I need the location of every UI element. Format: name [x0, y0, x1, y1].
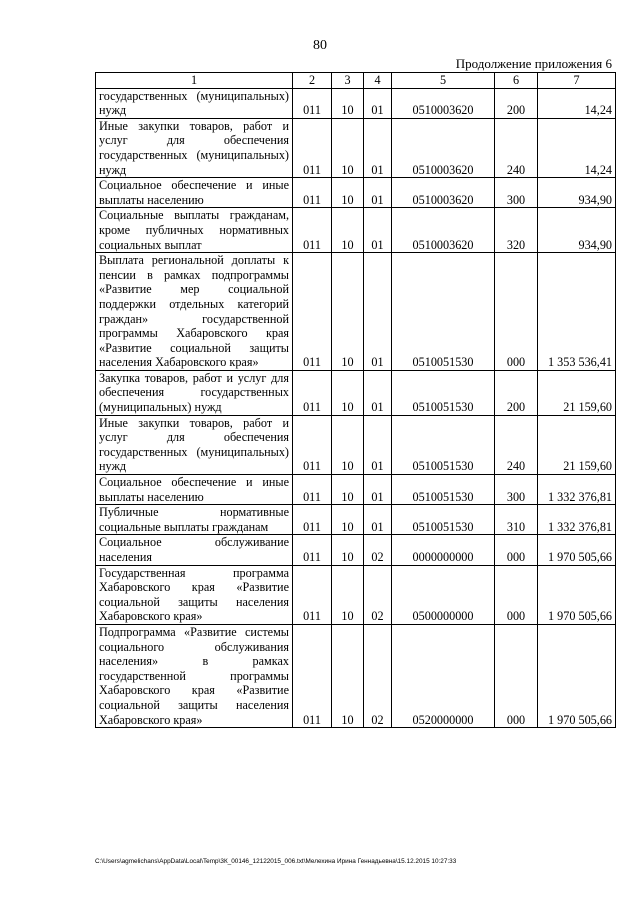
row-name: государственных (муниципальных) нужд — [96, 88, 293, 118]
row-name: Подпрограмма «Развитие системы социального обслуживания населения» в рамках государственной программы Хабаровского края «Развитие социальной защиты населения Хабаровского края» — [96, 624, 293, 727]
row-expense-type: 200 — [495, 88, 538, 118]
row-section: 10 — [332, 178, 364, 208]
row-subsection: 01 — [364, 178, 392, 208]
row-subsection: 01 — [364, 208, 392, 253]
row-name: Иные закупки товаров, работ и услуг для обеспечения государственных (муниципальных) нужд — [96, 118, 293, 177]
row-name: Закупка товаров, работ и услуг для обеспечения государственных (муниципальных) нужд — [96, 370, 293, 415]
row-subsection: 01 — [364, 505, 392, 535]
row-target-article: 0510003620 — [392, 208, 495, 253]
header-col-6: 6 — [495, 73, 538, 89]
row-admin-code: 011 — [293, 535, 332, 565]
row-admin-code: 011 — [293, 118, 332, 177]
table-row — [96, 415, 616, 474]
row-amount: 21 159,60 — [538, 370, 616, 415]
row-admin-code: 011 — [293, 253, 332, 371]
row-amount: 934,90 — [538, 178, 616, 208]
row-name: Социальные выплаты гражданам, кроме публичных нормативных социальных выплат — [96, 208, 293, 253]
page-number: 80 — [313, 38, 327, 53]
row-expense-type: 000 — [495, 624, 538, 727]
row-name: Публичные нормативные социальные выплаты гражданам — [96, 505, 293, 535]
row-subsection: 02 — [364, 565, 392, 624]
row-target-article: 0510003620 — [392, 118, 495, 177]
table-header — [96, 73, 616, 89]
row-target-article: 0510051530 — [392, 370, 495, 415]
row-target-article: 0510051530 — [392, 505, 495, 535]
row-admin-code: 011 — [293, 505, 332, 535]
row-amount: 1 332 376,81 — [538, 505, 616, 535]
row-name: Иные закупки товаров, работ и услуг для обеспечения государственных (муниципальных) нужд — [96, 415, 293, 474]
row-name: Выплата региональной доплаты к пенсии в рамках подпрограммы «Развитие мер социальной поддержки отдельных категорий граждан» государственной программы Хабаровского края «Развитие социальной защиты населения Хабаровского края» — [96, 253, 293, 371]
row-section: 10 — [332, 88, 364, 118]
header-col-4: 4 — [364, 73, 392, 89]
row-name: Социальное обслуживание населения — [96, 535, 293, 565]
row-name: Социальное обеспечение и иные выплаты населению — [96, 475, 293, 505]
row-target-article: 0510051530 — [392, 415, 495, 474]
row-admin-code: 011 — [293, 475, 332, 505]
row-admin-code: 011 — [293, 415, 332, 474]
row-name: Государственная программа Хабаровского края «Развитие социальной защиты населения Хабаровского края» — [96, 565, 293, 624]
row-subsection: 01 — [364, 475, 392, 505]
row-target-article: 0500000000 — [392, 565, 495, 624]
row-section: 10 — [332, 253, 364, 371]
row-name: Социальное обеспечение и иные выплаты населению — [96, 178, 293, 208]
appendix-continuation-label: Продолжение приложения 6 — [455, 56, 612, 71]
file-path-footer: C:\Users\agmelichans\AppData\Local\Temp\3К_00146_12122015_006.txt\Мелехина Ирина Геннадьевна\15.12.2015 10:27:33 — [95, 858, 457, 865]
row-expense-type: 000 — [495, 535, 538, 565]
header-col-2: 2 — [293, 73, 332, 89]
row-subsection: 01 — [364, 415, 392, 474]
table-row — [96, 370, 616, 415]
row-target-article: 0510051530 — [392, 475, 495, 505]
row-amount: 1 353 536,41 — [538, 253, 616, 371]
row-target-article: 0510003620 — [392, 88, 495, 118]
row-target-article: 0520000000 — [392, 624, 495, 727]
row-admin-code: 011 — [293, 370, 332, 415]
row-section: 10 — [332, 415, 364, 474]
table-row — [96, 475, 616, 505]
row-amount: 1 970 505,66 — [538, 535, 616, 565]
row-section: 10 — [332, 208, 364, 253]
table-body — [96, 88, 616, 728]
row-section: 10 — [332, 535, 364, 565]
table-row — [96, 535, 616, 565]
row-amount: 934,90 — [538, 208, 616, 253]
row-expense-type: 000 — [495, 565, 538, 624]
row-admin-code: 011 — [293, 178, 332, 208]
table-row — [96, 505, 616, 535]
row-admin-code: 011 — [293, 208, 332, 253]
table-row — [96, 178, 616, 208]
row-amount: 1 970 505,66 — [538, 624, 616, 727]
row-subsection: 01 — [364, 253, 392, 371]
row-expense-type: 300 — [495, 178, 538, 208]
row-subsection: 02 — [364, 624, 392, 727]
budget-table — [95, 72, 616, 728]
row-subsection: 01 — [364, 118, 392, 177]
header-col-7: 7 — [538, 73, 616, 89]
table-row — [96, 253, 616, 371]
row-section: 10 — [332, 565, 364, 624]
row-amount: 1 332 376,81 — [538, 475, 616, 505]
row-expense-type: 310 — [495, 505, 538, 535]
row-section: 10 — [332, 475, 364, 505]
row-expense-type: 240 — [495, 118, 538, 177]
header-col-3: 3 — [332, 73, 364, 89]
row-section: 10 — [332, 505, 364, 535]
row-amount: 14,24 — [538, 118, 616, 177]
row-amount: 1 970 505,66 — [538, 565, 616, 624]
table-row — [96, 565, 616, 624]
row-amount: 14,24 — [538, 88, 616, 118]
row-expense-type: 200 — [495, 370, 538, 415]
row-expense-type: 000 — [495, 253, 538, 371]
row-expense-type: 300 — [495, 475, 538, 505]
row-target-article: 0000000000 — [392, 535, 495, 565]
row-section: 10 — [332, 624, 364, 727]
row-section: 10 — [332, 118, 364, 177]
row-subsection: 02 — [364, 535, 392, 565]
row-expense-type: 240 — [495, 415, 538, 474]
table-row — [96, 624, 616, 727]
row-subsection: 01 — [364, 88, 392, 118]
header-col-5: 5 — [392, 73, 495, 89]
row-target-article: 0510003620 — [392, 178, 495, 208]
row-target-article: 0510051530 — [392, 253, 495, 371]
table-row — [96, 118, 616, 177]
row-subsection: 01 — [364, 370, 392, 415]
row-expense-type: 320 — [495, 208, 538, 253]
row-admin-code: 011 — [293, 565, 332, 624]
table-row — [96, 208, 616, 253]
table-row — [96, 88, 616, 118]
row-admin-code: 011 — [293, 88, 332, 118]
row-admin-code: 011 — [293, 624, 332, 727]
header-col-1: 1 — [96, 73, 293, 89]
row-section: 10 — [332, 370, 364, 415]
row-amount: 21 159,60 — [538, 415, 616, 474]
